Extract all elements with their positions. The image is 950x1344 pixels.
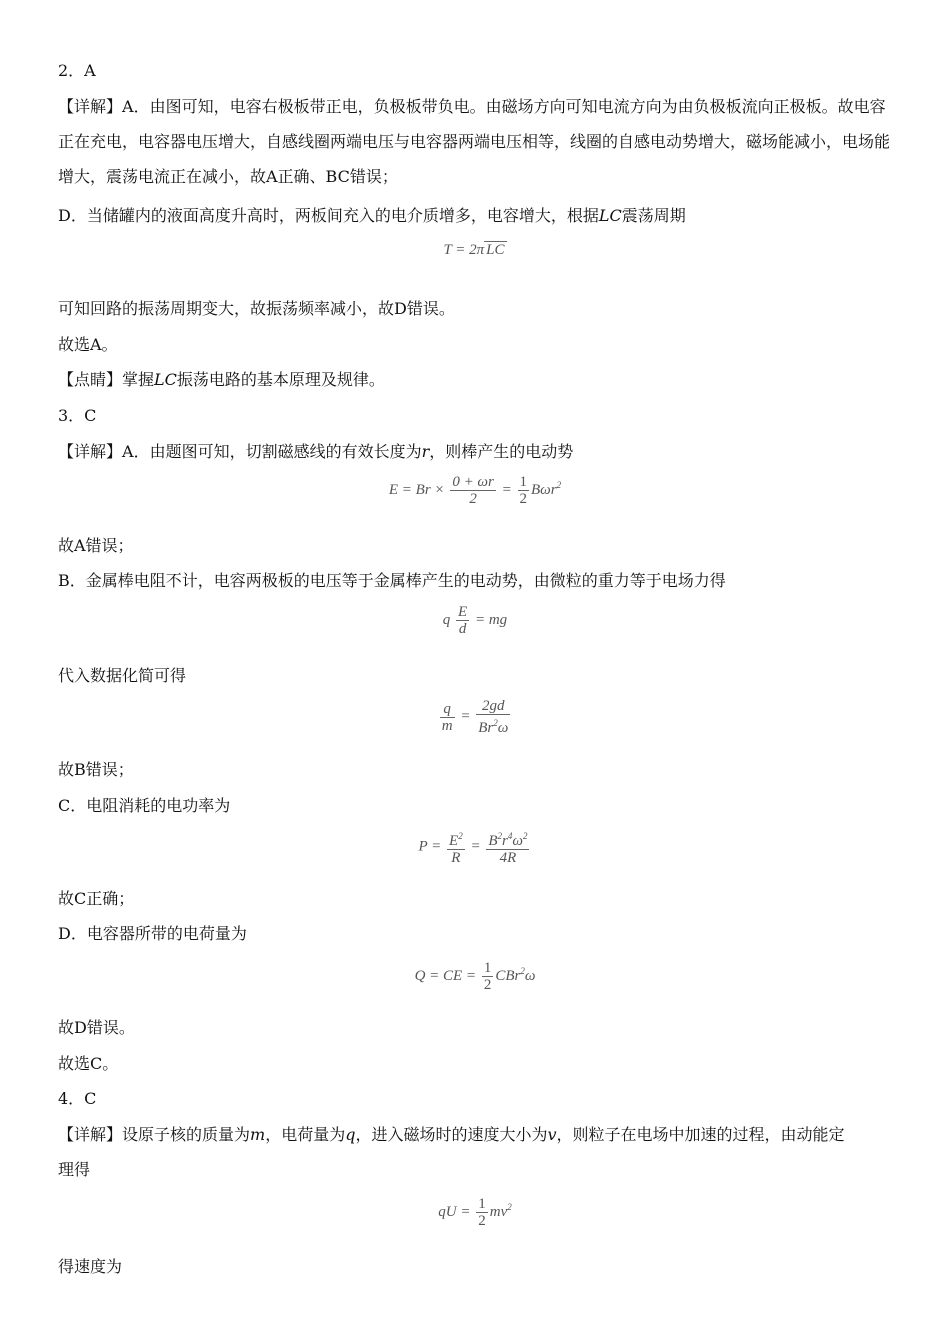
q4-text-d: ，则粒子在电场中加速的过程，由动能定 xyxy=(556,1125,845,1144)
tip-text: 掌握 xyxy=(122,370,155,389)
lc-symbol: LC xyxy=(154,370,177,389)
lc-symbol: LC xyxy=(598,206,622,225)
eq-emf-lhs: E = Br × xyxy=(388,481,445,498)
q2-choice-text: 故选A。 xyxy=(58,335,118,354)
q2-d-text: D．当储罐内的液面高度升高时，两板间充入的电介质增多，电容增大，根据 xyxy=(58,206,599,225)
eq-force xyxy=(0,604,950,637)
eq-charge-half xyxy=(482,960,494,993)
eq-power-r: r xyxy=(502,833,508,849)
exponent: 4 xyxy=(507,831,513,841)
half-den: 2 xyxy=(478,1213,486,1229)
v-symbol: v xyxy=(547,1125,557,1144)
eq-force-rhs: = mg xyxy=(474,611,508,628)
eq-power-den2: 4R xyxy=(499,850,517,866)
answer-4-label: 4．C xyxy=(58,1089,97,1108)
q3-option-c xyxy=(58,795,230,817)
q-symbol: q xyxy=(345,1125,356,1144)
q3-option-a xyxy=(58,441,573,463)
eq-power-b: B xyxy=(488,833,498,849)
answer-4 xyxy=(58,1088,96,1110)
q3-a-text: A．由题图可知，切割磁感线的有效长度为 xyxy=(122,442,422,461)
eq-emf-half xyxy=(518,474,530,507)
eq-power-den1: R xyxy=(451,850,461,866)
q4-text-b: ，电荷量为 xyxy=(265,1125,346,1144)
half-den: 2 xyxy=(483,977,492,993)
q4-speed-text: 得速度为 xyxy=(58,1257,123,1276)
eq-energy-lhs: qU = xyxy=(438,1203,471,1220)
q3-c-result xyxy=(58,888,134,910)
q3-d-result-text: 故D错误。 xyxy=(58,1018,135,1037)
q2-tip xyxy=(58,369,385,391)
half-num: 1 xyxy=(483,960,492,976)
exponent: 2 xyxy=(497,831,503,841)
r-symbol: r xyxy=(421,442,430,461)
tip-text-end: 振荡电路的基本原理及规律。 xyxy=(176,370,385,389)
exponent: 2 xyxy=(556,479,562,490)
eq-ratio-lhs xyxy=(440,701,455,734)
q4-text-c: ，进入磁场时的速度大小为 xyxy=(355,1125,548,1144)
eq-energy-rhs: mv xyxy=(489,1203,508,1220)
eq-power-omega: ω xyxy=(512,833,523,849)
eq-power-frac1 xyxy=(447,828,465,866)
half-den: 2 xyxy=(519,491,527,507)
q3-a-result xyxy=(58,535,134,557)
eq-charge xyxy=(0,960,950,993)
equals-sign: = xyxy=(501,481,512,498)
answer-2 xyxy=(58,60,96,82)
eq-power-frac2 xyxy=(486,828,529,866)
q2-detail-text: A．由图可知，电容右极板带正电，负极板带负电。由磁场方向可知电流方向为由负极板流向正极板。故电容正在充电，电容器电压增大，自感线圈两端电压与电容器两端电压相等，线圈的自感电动势增大，磁场能减小，电场能增大，震荡电流正在减小，故A正确、BC错误； xyxy=(58,97,891,186)
exponent: 2 xyxy=(520,965,525,976)
q4-text-a: 设原子核的质量为 xyxy=(122,1125,251,1144)
eq-emf xyxy=(0,474,950,507)
detail-label: 【详解】 xyxy=(58,97,123,116)
eq-power-num1: E xyxy=(449,833,459,849)
eq-ratio-den: m xyxy=(441,717,453,734)
eq-energy-half xyxy=(476,1196,488,1229)
eq-ratio-rnum: 2gd xyxy=(476,698,510,715)
q3-option-b xyxy=(58,570,726,592)
eq-force-den: d xyxy=(458,621,467,637)
q3-d-text: D．电容器所带的电荷量为 xyxy=(58,924,247,943)
q3-c-text: C．电阻消耗的电功率为 xyxy=(58,796,231,815)
q4-text-e: 理得 xyxy=(58,1160,91,1179)
eq-charge-lhs: Q = CE = xyxy=(414,967,477,984)
q3-b-result-text: 故B错误； xyxy=(58,760,134,779)
q3-b-sub xyxy=(58,665,186,687)
q2-d-text-end: 震荡周期 xyxy=(621,206,686,225)
q3-choice xyxy=(58,1053,118,1075)
m-symbol: m xyxy=(250,1125,266,1144)
eq-emf-den: 2 xyxy=(469,491,477,507)
q2-conclusion xyxy=(58,298,455,320)
q3-c-result-text: 故C正确； xyxy=(58,889,135,908)
eq-period xyxy=(0,241,950,259)
q3-a-result-text: 故A错误； xyxy=(58,536,134,555)
equals-sign: = xyxy=(460,708,471,725)
eq-force-num: E xyxy=(458,604,468,620)
q3-option-d xyxy=(58,923,247,945)
q3-d-result xyxy=(58,1017,135,1039)
eq-ratio xyxy=(0,698,950,736)
q3-a-text-end: ，则棒产生的电动势 xyxy=(429,442,574,461)
eq-charge-rhs: CBr xyxy=(495,967,521,984)
q4-detail xyxy=(58,1117,898,1187)
q3-b-result xyxy=(58,759,134,781)
answer-3-label: 3．C xyxy=(58,406,97,425)
eq-ratio-num: q xyxy=(440,701,455,718)
q2-conclusion-text: 可知回路的振荡周期变大，故振荡频率减小，故D错误。 xyxy=(58,299,455,318)
eq-ratio-rden-a: Br xyxy=(478,720,494,736)
eq-emf-num: 0 + ωr xyxy=(452,474,494,490)
eq-ratio-rden-b: ω xyxy=(497,720,509,736)
half-num: 1 xyxy=(478,1196,486,1212)
eq-force-q: q xyxy=(442,611,451,628)
tip-label: 【点睛】 xyxy=(58,370,123,389)
answer-3 xyxy=(58,405,96,427)
equals-sign: = xyxy=(470,838,481,855)
exponent: 2 xyxy=(507,1201,512,1212)
eq-power xyxy=(0,828,950,866)
eq-power-lhs: P = xyxy=(418,838,442,855)
q3-choice-text: 故选C。 xyxy=(58,1054,119,1073)
q2-choice xyxy=(58,334,118,356)
eq-energy xyxy=(0,1196,950,1229)
exponent: 2 xyxy=(458,831,463,841)
eq-period-radicand: LC xyxy=(486,242,505,258)
exponent: 2 xyxy=(522,831,528,841)
eq-emf-fraction xyxy=(450,474,496,507)
detail-label: 【详解】 xyxy=(58,1125,123,1144)
eq-ratio-rhs xyxy=(476,698,510,736)
q4-speed xyxy=(58,1256,122,1278)
eq-charge-omega: ω xyxy=(524,967,536,984)
eq-force-fraction xyxy=(456,604,469,637)
q3-b-sub-text: 代入数据化简可得 xyxy=(58,666,187,685)
exponent: 2 xyxy=(493,718,498,728)
half-num: 1 xyxy=(519,474,527,490)
eq-emf-rhs: Bωr xyxy=(531,481,557,498)
answer-2-label: 2．A xyxy=(58,61,96,80)
q2-detail xyxy=(58,89,898,194)
q3-b-text: B．金属棒电阻不计，电容两极板的电压等于金属棒产生的电动势，由微粒的重力等于电场力得 xyxy=(58,571,726,590)
detail-label: 【详解】 xyxy=(58,442,123,461)
eq-period-lhs: T = 2π xyxy=(443,242,485,258)
q2-option-d xyxy=(58,205,686,227)
